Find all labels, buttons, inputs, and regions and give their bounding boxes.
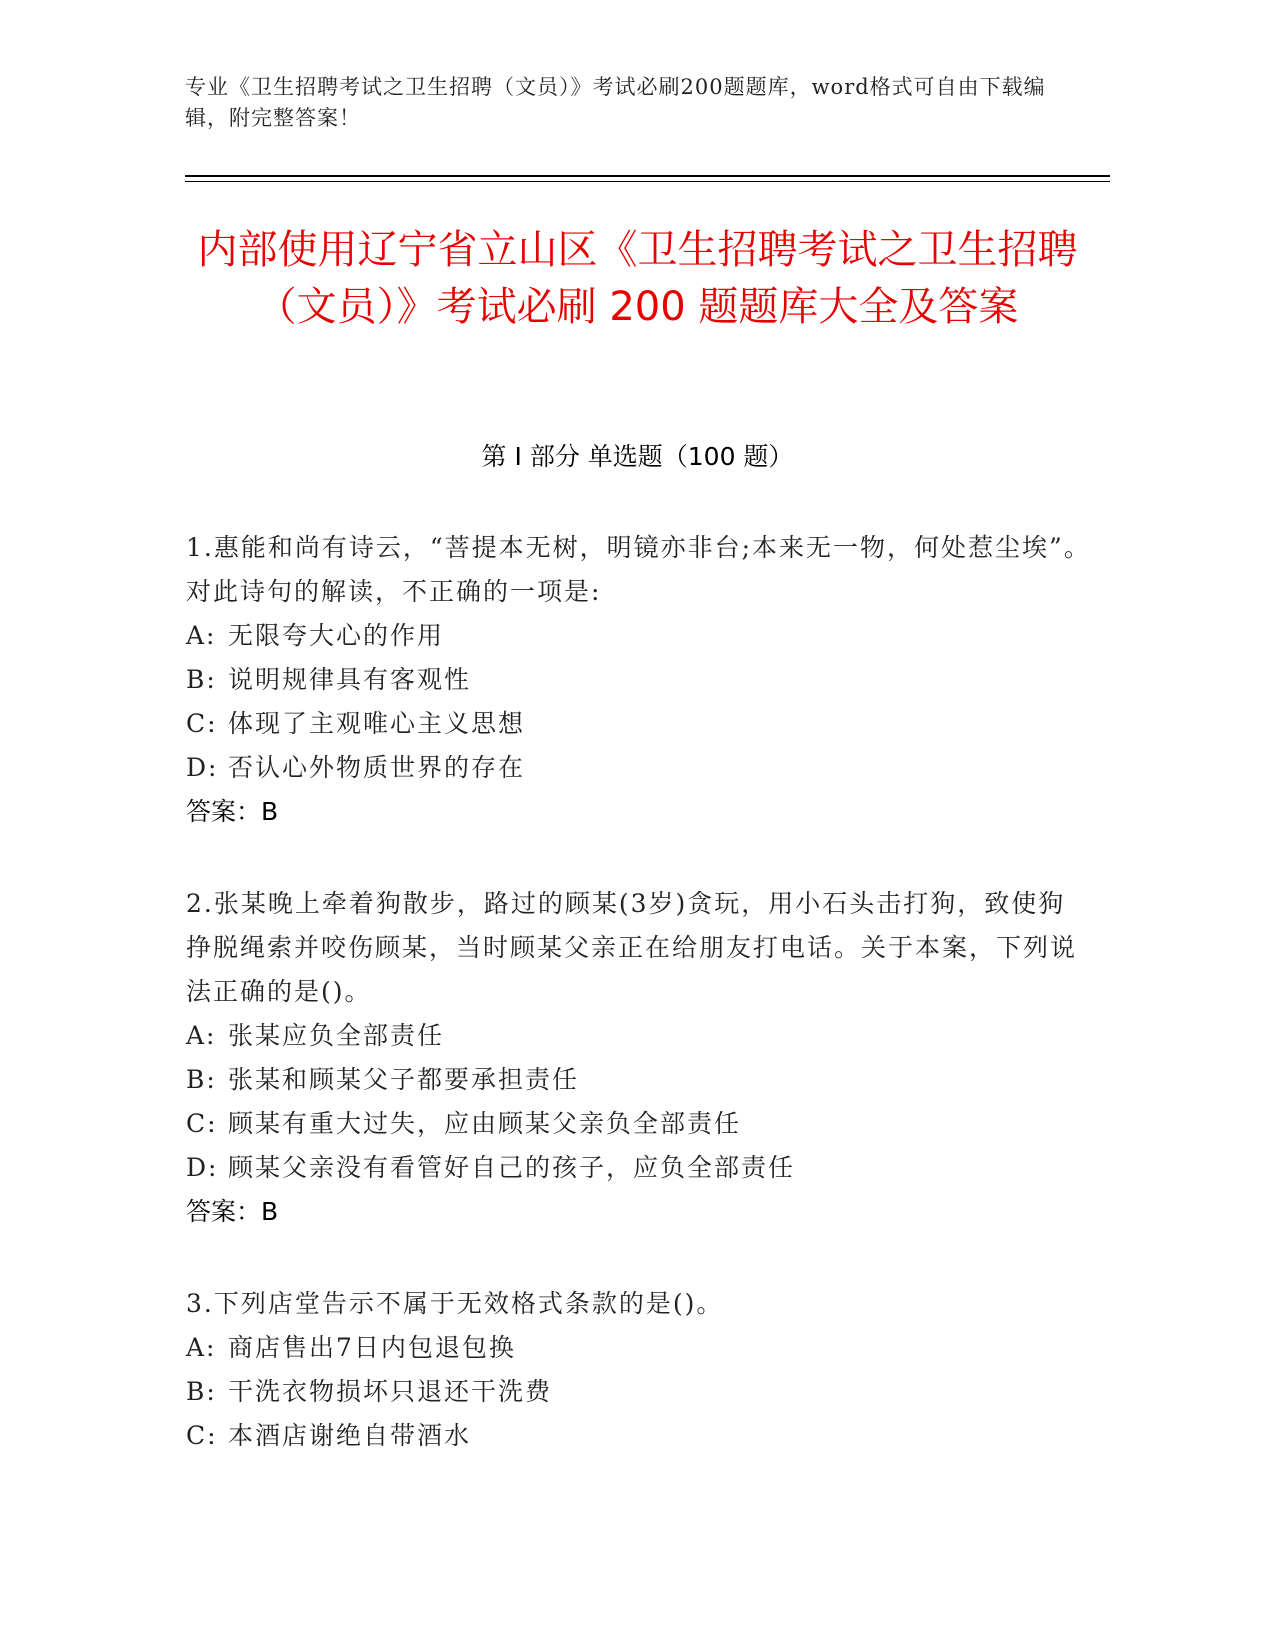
- option-d: [186, 1146, 1091, 1190]
- option-text: 本酒店谢绝自带酒水: [228, 1421, 472, 1450]
- question-2: [186, 882, 1091, 1234]
- question-stem: 1.惠能和尚有诗云，“菩提本无树，明镜亦非台;本来无一物，何处惹尘埃”。对此诗句的解读，不正确的一项是:: [186, 533, 1091, 606]
- option-text: 张某和顾某父子都要承担责任: [228, 1065, 580, 1094]
- option-text: 顾某父亲没有看管好自己的孩子，应负全部责任: [228, 1153, 796, 1182]
- question-3: [186, 1282, 1091, 1458]
- option-c: [186, 1102, 1091, 1146]
- question-stem: 2.张某晚上牵着狗散步，路过的顾某(3岁)贪玩，用小石头击打狗，致使狗挣脱绳索并咬伤顾某，当时顾某父亲正在给朋友打电话。关于本案，下列说法正确的是()。: [186, 889, 1078, 1006]
- option-key: D:: [186, 1153, 219, 1182]
- answer-line: 答案：B: [186, 797, 279, 826]
- option-text: 说明规律具有客观性: [228, 665, 472, 694]
- document-title: 内部使用辽宁省立山区《卫生招聘考试之卫生招聘（文员）》考试必刷 200 题题库大全及答案: [197, 227, 1078, 330]
- option-c: [186, 1414, 1091, 1458]
- option-key: A:: [186, 621, 217, 650]
- option-key: D:: [186, 753, 219, 782]
- question-stem: 3.下列店堂告示不属于无效格式条款的是()。: [186, 1289, 724, 1318]
- option-key: B:: [186, 1065, 217, 1094]
- option-text: 无限夸大心的作用: [228, 621, 445, 650]
- option-key: C:: [186, 1421, 218, 1450]
- option-text: 否认心外物质世界的存在: [228, 753, 526, 782]
- option-text: 干洗衣物损坏只退还干洗费: [228, 1377, 553, 1406]
- option-key: A:: [186, 1021, 217, 1050]
- option-key: B:: [186, 665, 217, 694]
- header-rule-thick: [185, 175, 1110, 177]
- option-text: 张某应负全部责任: [228, 1021, 445, 1050]
- option-text: 商店售出7日内包退包换: [228, 1333, 516, 1362]
- option-b: [186, 658, 1091, 702]
- option-a: [186, 1014, 1091, 1058]
- answer-line: 答案：B: [186, 1197, 279, 1226]
- option-a: [186, 1326, 1091, 1370]
- option-text: 顾某有重大过失，应由顾某父亲负全部责任: [228, 1109, 742, 1138]
- option-b: [186, 1370, 1091, 1414]
- option-key: A:: [186, 1333, 217, 1362]
- header-rule-thin: [185, 181, 1110, 182]
- option-key: C:: [186, 709, 218, 738]
- option-key: C:: [186, 1109, 218, 1138]
- question-list: [186, 526, 1091, 1506]
- option-c: [186, 702, 1091, 746]
- option-key: B:: [186, 1377, 217, 1406]
- option-d: [186, 746, 1091, 790]
- option-a: [186, 614, 1091, 658]
- section-heading: 第 I 部分 单选题（100 题）: [481, 442, 794, 471]
- option-text: 体现了主观唯心主义思想: [228, 709, 526, 738]
- question-1: [186, 526, 1091, 834]
- option-b: [186, 1058, 1091, 1102]
- header-note: 专业《卫生招聘考试之卫生招聘（文员）》考试必刷200题题库，word格式可自由下载编辑，附完整答案！: [185, 75, 1046, 130]
